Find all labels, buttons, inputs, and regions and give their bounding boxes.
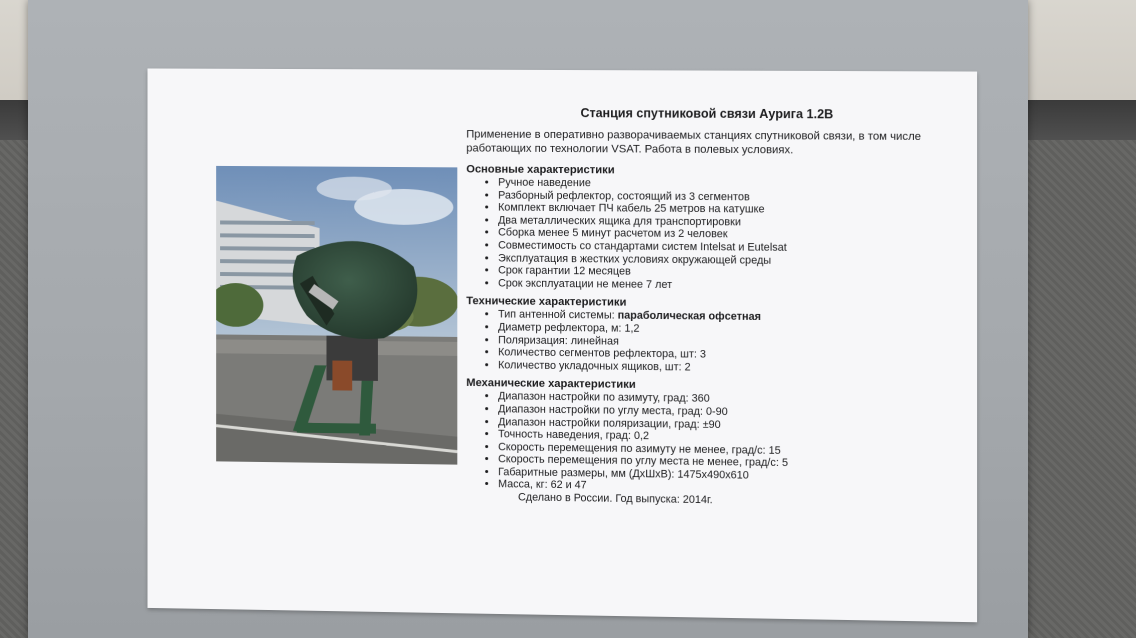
antenna-type-value: параболическая офсетная xyxy=(617,309,761,324)
section-title-technical: Технические характеристики xyxy=(466,295,627,310)
list-item: • Количество укладочных ящиков, шт: 2 xyxy=(498,359,949,377)
list-item: • Масса, кг: 62 и 47 xyxy=(498,479,949,498)
display-stand xyxy=(28,0,1028,638)
intro-text: Применение в оперативно разворачиваемых станциях спутниковой связи, в том числе работающих по технологии VSAT. Работа в полевых условиях. xyxy=(466,128,922,157)
list-item: • Эксплуатация в жестких условиях окружающей среды xyxy=(498,252,949,268)
antenna-photo-image xyxy=(216,166,457,465)
closing-text: Сделано в России. Год выпуска: 2014г. xyxy=(518,491,713,507)
list-item: • Диапазон настройки по углу места, град: 0-90 xyxy=(498,403,949,421)
list-item: • Совместимость со стандартами систем Intelsat и Eutelsat xyxy=(498,239,949,255)
list-item: • Количество сегментов рефлектора, шт: 3 xyxy=(498,346,949,363)
list-item: • Диаметр рефлектора, м: 1,2 xyxy=(498,321,949,338)
technical-list xyxy=(466,308,949,376)
list-item: • Скорость перемещения по азимуту не менее, град/с: 15 xyxy=(498,441,949,460)
list-item: • Два металлических ящика для транспортировки xyxy=(498,214,949,230)
list-item: • Габаритные размеры, мм (ДхШхВ): 1475x490x610 xyxy=(498,466,949,485)
section-title-mechanical: Механические характеристики xyxy=(466,377,636,392)
list-item: • Срок эксплуатации не менее 7 лет xyxy=(498,277,949,294)
spec-content xyxy=(466,100,949,511)
list-item: • Сборка менее 5 минут расчетом из 2 человек xyxy=(498,227,949,243)
antenna-type-label: Тип антенной системы: xyxy=(498,308,618,322)
list-item: • Комплект включает ПЧ кабель 25 метров на катушке xyxy=(498,202,949,218)
info-sheet xyxy=(147,68,977,622)
list-item: • Скорость перемещения по углу места не менее, град/с: 5 xyxy=(498,453,949,472)
list-item: • Поляризация: линейная xyxy=(498,334,949,351)
main-list xyxy=(466,176,949,294)
mechanical-list xyxy=(466,390,949,497)
section-title-main: Основные характеристики xyxy=(466,163,615,177)
list-item: • Диапазон настройки по азимуту, град: 360 xyxy=(498,391,949,409)
list-item: • Точность наведения, град: 0,2 xyxy=(498,428,949,446)
list-item: • Диапазон настройки поляризации, град: ±90 xyxy=(498,416,949,434)
page-title: Станция спутниковой связи Аурига 1.2В xyxy=(580,106,834,122)
antenna-photo xyxy=(216,166,457,465)
list-item: • Разборный рефлектор, состоящий из 3 сегментов xyxy=(498,189,949,205)
list-item: • Ручное наведение xyxy=(498,177,949,193)
list-item: • Срок гарантии 12 месяцев xyxy=(498,265,949,282)
